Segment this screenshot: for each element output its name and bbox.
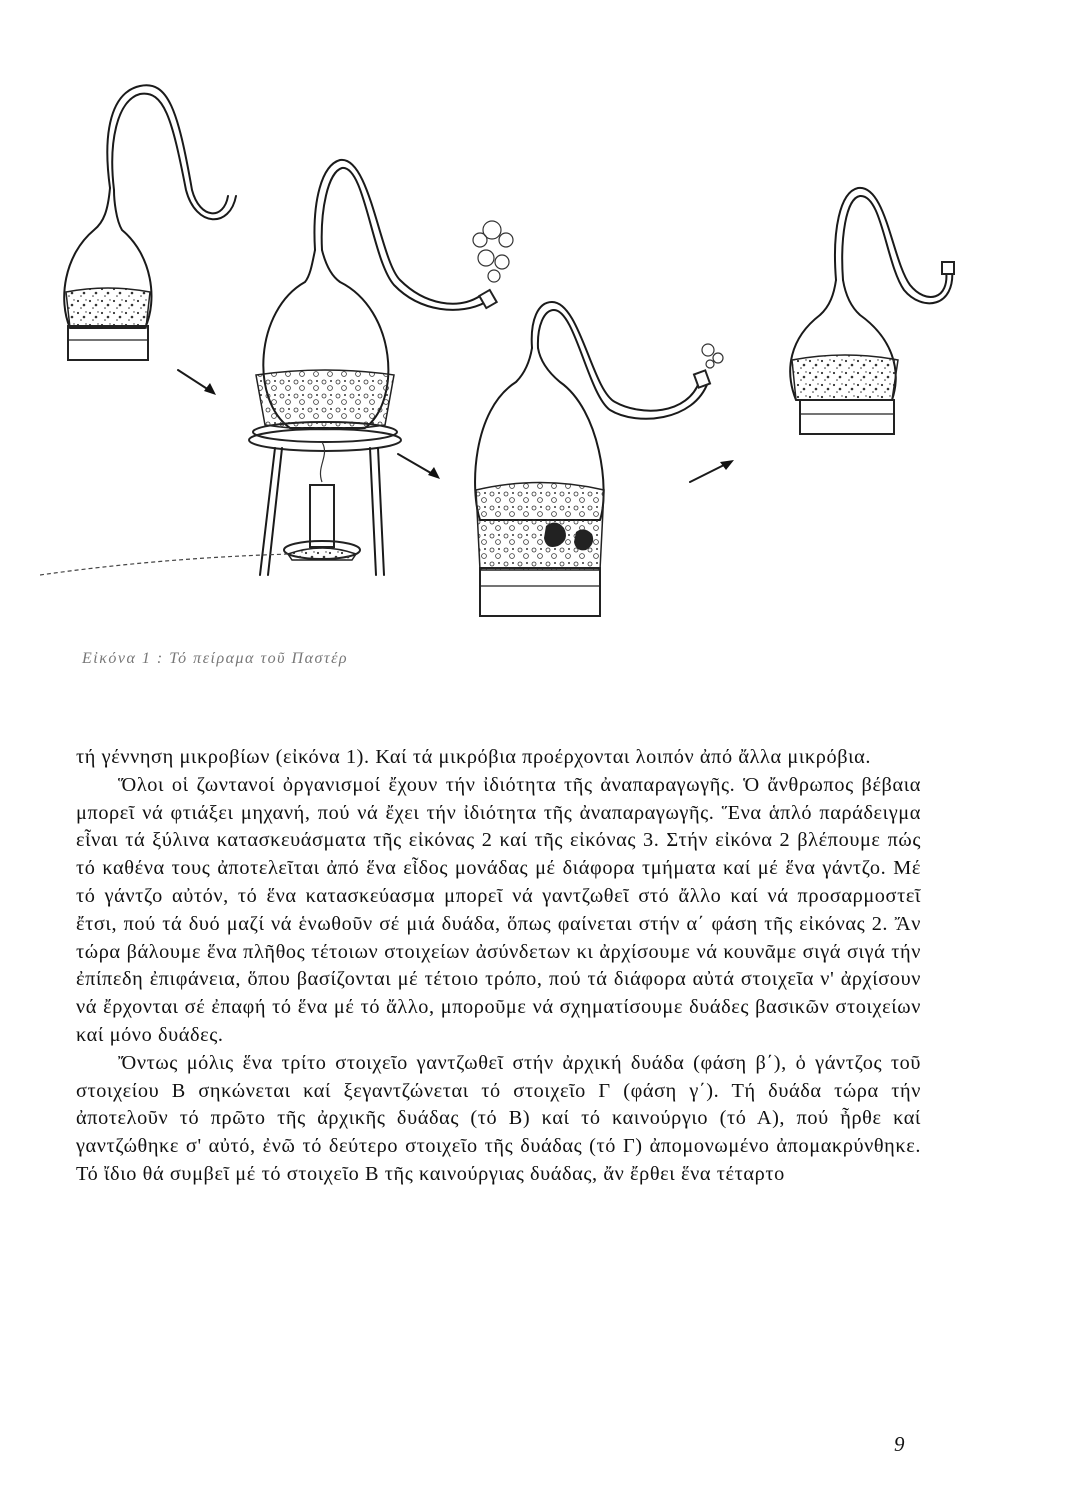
flask-icon <box>790 188 954 434</box>
paragraph: τή γέννηση μικροβίων (εἰκόνα 1). Καί τά μικρόβια προέρχονται λοιπόν ἀπό ἄλλα μικρόβια. <box>76 746 872 768</box>
flask-icon <box>64 85 236 360</box>
flask-icon <box>256 160 497 430</box>
arrow-icon <box>178 370 216 395</box>
vapor-icon <box>702 344 723 368</box>
arrow-icon <box>398 454 440 479</box>
bunsen-burner-icon <box>40 442 360 575</box>
pasteur-experiment-figure <box>40 70 1000 630</box>
paragraph: Ὄντως μόλις ἕνα τρίτο στοιχεῖο γαντζωθεῖ στήν ἀρχική δυάδα (φάση β΄), ὁ γάντζος τοῦ στοιχείου Β σηκώνεται καί ξεγαντζώνεται τό στοιχεῖο Γ (φάση γ΄). Τή δυάδα τώρα τήν ἀποτελοῦν τό πρῶτο τῆς ἀρχικῆς δυάδας (τό Β) καί τό καινούργιο (τό Α), πού ἦρθε καί γαντζώθηκε σ' αὐτό, ἐνῶ τό δεύτερο στοιχεῖο τῆς δυάδας (τό Γ) ἀπομονωμένο ἀπομακρύνθηκε. Τό ἴδιο θά συμβεῖ μέ τό στοιχεῖο Β τῆς καινούργιας δυάδας, ἄν ἔρθει ἕνα τέταρτο <box>76 1051 921 1185</box>
flask-icon <box>475 302 710 616</box>
vapor-icon <box>473 221 513 282</box>
arrow-icon <box>690 460 734 482</box>
paragraph: Ὅλοι οἱ ζωντανοί ὀργανισμοί ἔχουν τήν ἰδιότητα τῆς ἀναπαραγωγῆς. Ὁ ἄνθρωπος βέβαια μπορεῖ νά φτιάξει μηχανή, πού νά ἔχει τήν ἰδιότητα τῆς ἀναπαραγωγῆς. Ἕνα ἁπλό παράδειγμα εἶναι τά ξύλινα κατασκευάσματα τῆς εἰκόνας 2 καί τῆς εἰκόνας 3. Στήν εἰκόνα 2 βλέπουμε πώς τό καθένα τους ἀποτελεῖται ἀπό ἕνα εἶδος μονάδας μέ διάφορα τμήματα καί μέ ἕνα γάντζο. Μέ τό γάντζο αὐτόν, τό ἕνα κατασκεύασμα μπορεῖ νά γαντζωθεῖ στό ἄλλο καί νά προσαρμοστεῖ ἔτσι, πού τά δυό μαζί νά ἑνωθοῦν σέ μιά δυάδα, ὅπως φαίνεται στήν α΄ φάση τῆς εἰκόνας 2. Ἄν τώρα βάλουμε ἕνα πλῆθος τέτοιων στοιχείων ἀσύνδετων κι ἀρχίσουμε νά κουνᾶμε σιγά σιγά τήν ἐπίπεδη ἐπιφάνεια, ὅπου βασίζονται μέ τέτοιο τρόπο, πού τά διάφορα αὐτά στοιχεῖα ν' ἀρχίσουν νά ἔρχονται σέ ἐπαφή τό ἕνα μέ τό ἄλλο, μποροῦμε νά σχηματίσουμε δυάδες βασικῶν στοιχείων καί μόνο δυάδες. <box>76 773 921 1046</box>
figure-caption: Εἰκόνα 1 : Τό πείραμα τοῦ Παστέρ <box>82 650 349 667</box>
page-number: 9 <box>894 1432 905 1456</box>
body-text <box>76 744 921 1189</box>
